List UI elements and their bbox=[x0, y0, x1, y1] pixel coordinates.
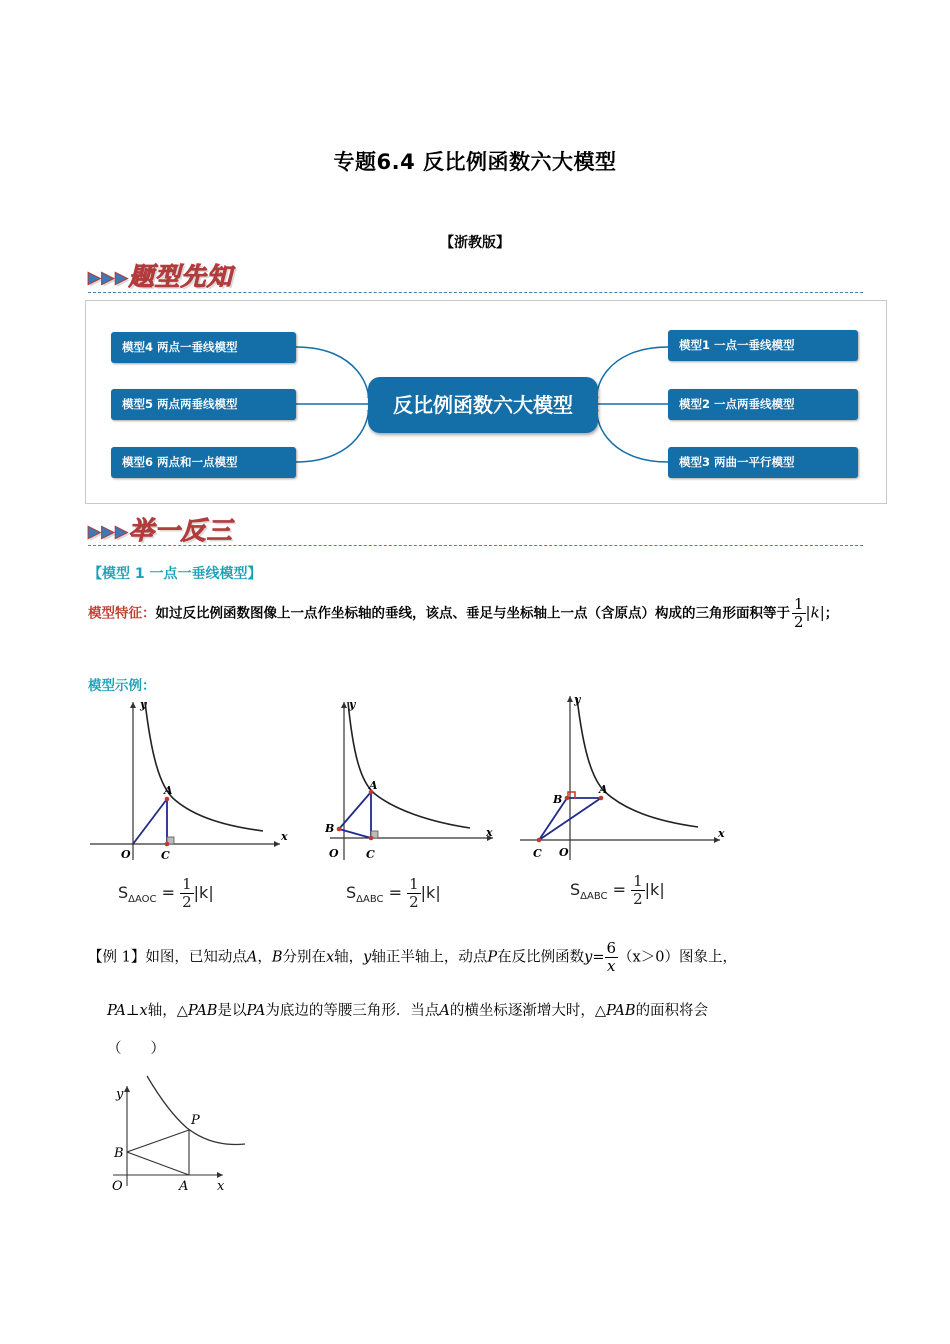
hyperbola bbox=[147, 1076, 245, 1144]
mindmap-node-model1: 模型1 一点一垂线模型 bbox=[668, 330, 858, 361]
label-x: x bbox=[281, 830, 288, 843]
mindmap-node-model2: 模型2 一点两垂线模型 bbox=[668, 389, 858, 420]
area-formula-2: $S_{\Delta ABC}$ = $\frac{1}{2}$ |k| bbox=[346, 875, 441, 911]
segment-ba bbox=[127, 1152, 189, 1175]
hyperbola bbox=[348, 702, 470, 828]
label-o: O bbox=[112, 1179, 123, 1194]
abs-k: |k| bbox=[805, 603, 825, 622]
example-label: 模型示例： bbox=[88, 678, 156, 694]
x-arrow bbox=[217, 1172, 223, 1178]
label-x: x bbox=[718, 827, 725, 840]
model1-figure-1 bbox=[85, 692, 295, 867]
mindmap-node-model3: 模型3 两曲一平行模型 bbox=[668, 447, 858, 478]
fraction-6-over-x: $\frac{6}{x}$ bbox=[606, 939, 617, 975]
label-y: y bbox=[349, 698, 356, 711]
feature-text: 如过反比例函数图像上一点作坐标轴的垂线，该点、垂足与坐标轴上一点（含原点）构成的三角形面积等于 bbox=[155, 605, 790, 622]
banner-question-preview: ▸▸▸题型先知 bbox=[88, 262, 233, 291]
segment-bp bbox=[127, 1130, 189, 1152]
model1-heading: 【模型 1 一点一垂线模型】 bbox=[88, 566, 262, 582]
point-c bbox=[369, 836, 374, 841]
label-a: A bbox=[369, 779, 378, 792]
y-arrow bbox=[130, 702, 136, 708]
label-c: C bbox=[161, 849, 170, 862]
label-y: y bbox=[574, 693, 581, 706]
mindmap-node-model5: 模型5 两点两垂线模型 bbox=[111, 389, 296, 420]
point-c bbox=[165, 842, 170, 847]
hyperbola bbox=[577, 698, 698, 827]
mindmap-node-model6: 模型6 两点和一点模型 bbox=[111, 447, 296, 478]
label-x: x bbox=[217, 1179, 225, 1194]
label-b: B bbox=[325, 822, 335, 835]
example1-answer-paren: （ ） bbox=[107, 1041, 165, 1057]
mindmap-center: 反比例函数六大模型 bbox=[368, 377, 598, 433]
hyperbola bbox=[145, 702, 263, 831]
point-b bbox=[337, 827, 342, 832]
mindmap-node-model4: 模型4 两点一垂线模型 bbox=[111, 332, 296, 363]
label-x: x bbox=[486, 826, 493, 839]
label-b: B bbox=[553, 793, 563, 806]
y-arrow bbox=[124, 1086, 130, 1092]
page-title: 专题6.4 反比例函数六大模型 bbox=[333, 150, 617, 174]
label-b: B bbox=[114, 1146, 124, 1161]
label-y: y bbox=[140, 698, 147, 711]
divider bbox=[88, 545, 863, 546]
point-c bbox=[537, 838, 542, 843]
x-arrow bbox=[274, 841, 280, 847]
edition-label: 【浙教版】 bbox=[440, 235, 510, 251]
banner-practice: ▸▸▸举一反三 bbox=[88, 516, 233, 545]
area-formula-1: $S_{\Delta AOC}$ = $\frac{1}{2}$ |k| bbox=[118, 875, 214, 911]
y-arrow bbox=[567, 696, 573, 702]
label-y: y bbox=[116, 1087, 124, 1102]
label-c: C bbox=[533, 847, 542, 860]
label-o: O bbox=[329, 847, 339, 860]
point-a bbox=[599, 796, 604, 801]
label-a: A bbox=[599, 783, 608, 796]
example1-figure bbox=[105, 1068, 255, 1198]
point-a bbox=[165, 797, 170, 802]
area-formula-3: $S_{\Delta ABC}$ = $\frac{1}{2}$ |k| bbox=[570, 872, 665, 908]
label-p: P bbox=[191, 1113, 200, 1128]
mindmap-connectors bbox=[0, 0, 950, 520]
y-arrow bbox=[341, 702, 347, 708]
model1-figure-3 bbox=[515, 688, 730, 868]
label-c: C bbox=[366, 848, 375, 861]
example1-line1: 【例 1】如图，已知动点A，B分别在x轴，y轴正半轴上，动点P在反比例函数y= $\frac{6}{x}$ （x＞0）图象上， bbox=[88, 939, 737, 975]
feature-label: 模型特征： bbox=[88, 605, 156, 622]
label-a: A bbox=[179, 1179, 189, 1194]
example1-line2: PA⊥x轴，△PAB是以PA为底边的等腰三角形．当点A的横坐标逐渐增大时，△PAB的面积将会 bbox=[107, 1003, 709, 1019]
fraction-half: $\frac{1}{2}$ bbox=[794, 595, 804, 631]
label-a: A bbox=[164, 784, 173, 797]
point-b bbox=[565, 796, 570, 801]
feature-end: ； bbox=[824, 605, 839, 622]
label-o: O bbox=[559, 846, 569, 859]
model1-figure-2 bbox=[325, 692, 500, 867]
label-o: O bbox=[121, 848, 131, 861]
model1-feature bbox=[88, 596, 878, 631]
segment-oa bbox=[133, 799, 167, 844]
